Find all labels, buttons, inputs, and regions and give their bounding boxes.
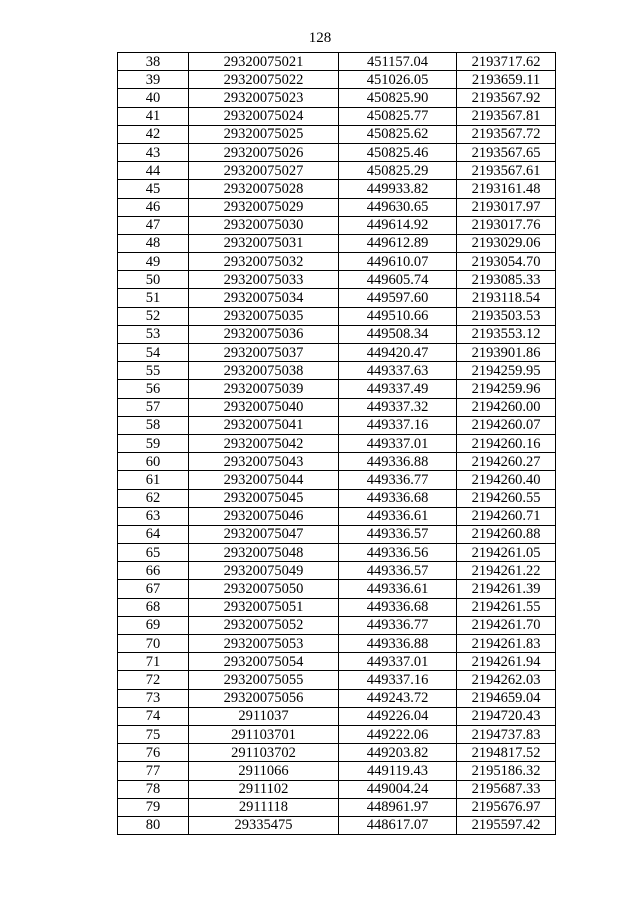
point-id-cell: 29320075052 [189, 616, 339, 634]
x-coordinate-cell: 449336.88 [339, 635, 457, 653]
point-id-cell: 291103701 [189, 725, 339, 743]
table-row [118, 143, 556, 161]
x-coordinate-cell: 449337.01 [339, 653, 457, 671]
row-index-cell: 60 [118, 453, 189, 471]
x-coordinate-cell: 448961.97 [339, 798, 457, 816]
x-coordinate-cell: 450825.77 [339, 107, 457, 125]
y-coordinate-cell: 2193717.62 [457, 53, 556, 71]
y-coordinate-cell: 2193567.61 [457, 162, 556, 180]
row-index-cell: 51 [118, 289, 189, 307]
row-index-cell: 54 [118, 344, 189, 362]
table-row [118, 580, 556, 598]
x-coordinate-cell: 450825.62 [339, 125, 457, 143]
table-row [118, 71, 556, 89]
x-coordinate-cell: 449004.24 [339, 780, 457, 798]
row-index-cell: 76 [118, 744, 189, 762]
table-row [118, 453, 556, 471]
x-coordinate-cell: 449612.89 [339, 234, 457, 252]
x-coordinate-cell: 449203.82 [339, 744, 457, 762]
x-coordinate-cell: 449336.77 [339, 471, 457, 489]
row-index-cell: 70 [118, 635, 189, 653]
y-coordinate-cell: 2194262.03 [457, 671, 556, 689]
table-row [118, 780, 556, 798]
row-index-cell: 38 [118, 53, 189, 71]
table-row [118, 671, 556, 689]
row-index-cell: 55 [118, 362, 189, 380]
row-index-cell: 74 [118, 707, 189, 725]
y-coordinate-cell: 2194261.70 [457, 616, 556, 634]
x-coordinate-cell: 451026.05 [339, 71, 457, 89]
row-index-cell: 43 [118, 143, 189, 161]
x-coordinate-cell: 449337.01 [339, 434, 457, 452]
x-coordinate-cell: 449610.07 [339, 253, 457, 271]
y-coordinate-cell: 2193118.54 [457, 289, 556, 307]
point-id-cell: 2911118 [189, 798, 339, 816]
point-id-cell: 29320075056 [189, 689, 339, 707]
table-row [118, 798, 556, 816]
table-row [118, 107, 556, 125]
table-row [118, 416, 556, 434]
y-coordinate-cell: 2194659.04 [457, 689, 556, 707]
y-coordinate-cell: 2195676.97 [457, 798, 556, 816]
y-coordinate-cell: 2194260.16 [457, 434, 556, 452]
table-row [118, 689, 556, 707]
row-index-cell: 40 [118, 89, 189, 107]
y-coordinate-cell: 2194259.95 [457, 362, 556, 380]
point-id-cell: 29320075034 [189, 289, 339, 307]
point-id-cell: 29320075047 [189, 525, 339, 543]
table-row [118, 53, 556, 71]
point-id-cell: 29320075027 [189, 162, 339, 180]
point-id-cell: 29320075055 [189, 671, 339, 689]
point-id-cell: 29320075054 [189, 653, 339, 671]
point-id-cell: 29320075043 [189, 453, 339, 471]
table-row [118, 762, 556, 780]
y-coordinate-cell: 2193553.12 [457, 325, 556, 343]
table-row [118, 489, 556, 507]
table-row [118, 635, 556, 653]
x-coordinate-cell: 449510.66 [339, 307, 457, 325]
row-index-cell: 44 [118, 162, 189, 180]
table-row [118, 616, 556, 634]
table-row [118, 253, 556, 271]
x-coordinate-cell: 449336.57 [339, 525, 457, 543]
table-body [118, 53, 556, 835]
row-index-cell: 59 [118, 434, 189, 452]
x-coordinate-cell: 449243.72 [339, 689, 457, 707]
table-row [118, 362, 556, 380]
row-index-cell: 39 [118, 71, 189, 89]
x-coordinate-cell: 449597.60 [339, 289, 457, 307]
row-index-cell: 77 [118, 762, 189, 780]
table-row [118, 544, 556, 562]
point-id-cell: 29320075051 [189, 598, 339, 616]
y-coordinate-cell: 2193503.53 [457, 307, 556, 325]
y-coordinate-cell: 2195186.32 [457, 762, 556, 780]
table-row [118, 216, 556, 234]
x-coordinate-cell: 449614.92 [339, 216, 457, 234]
x-coordinate-cell: 449336.77 [339, 616, 457, 634]
table-row [118, 398, 556, 416]
point-id-cell: 29320075031 [189, 234, 339, 252]
y-coordinate-cell: 2193161.48 [457, 180, 556, 198]
point-id-cell: 2911066 [189, 762, 339, 780]
y-coordinate-cell: 2193029.06 [457, 234, 556, 252]
row-index-cell: 42 [118, 125, 189, 143]
table-row [118, 344, 556, 362]
table-row [118, 125, 556, 143]
x-coordinate-cell: 449336.57 [339, 562, 457, 580]
x-coordinate-cell: 449605.74 [339, 271, 457, 289]
point-id-cell: 2911037 [189, 707, 339, 725]
point-id-cell: 29320075036 [189, 325, 339, 343]
y-coordinate-cell: 2193901.86 [457, 344, 556, 362]
point-id-cell: 29320075028 [189, 180, 339, 198]
table-row [118, 525, 556, 543]
table-row [118, 744, 556, 762]
row-index-cell: 62 [118, 489, 189, 507]
table-row [118, 307, 556, 325]
table-row [118, 198, 556, 216]
y-coordinate-cell: 2193567.92 [457, 89, 556, 107]
point-id-cell: 29320075032 [189, 253, 339, 271]
table-row [118, 380, 556, 398]
x-coordinate-cell: 449222.06 [339, 725, 457, 743]
point-id-cell: 29320075044 [189, 471, 339, 489]
point-id-cell: 29320075023 [189, 89, 339, 107]
point-id-cell: 29320075048 [189, 544, 339, 562]
y-coordinate-cell: 2194720.43 [457, 707, 556, 725]
row-index-cell: 65 [118, 544, 189, 562]
row-index-cell: 56 [118, 380, 189, 398]
y-coordinate-cell: 2194260.00 [457, 398, 556, 416]
coordinates-table [117, 52, 556, 835]
x-coordinate-cell: 451157.04 [339, 53, 457, 71]
point-id-cell: 29320075021 [189, 53, 339, 71]
row-index-cell: 67 [118, 580, 189, 598]
point-id-cell: 29320075026 [189, 143, 339, 161]
x-coordinate-cell: 449119.43 [339, 762, 457, 780]
point-id-cell: 29320075022 [189, 71, 339, 89]
y-coordinate-cell: 2193567.65 [457, 143, 556, 161]
row-index-cell: 73 [118, 689, 189, 707]
y-coordinate-cell: 2194261.05 [457, 544, 556, 562]
row-index-cell: 50 [118, 271, 189, 289]
x-coordinate-cell: 450825.90 [339, 89, 457, 107]
x-coordinate-cell: 449933.82 [339, 180, 457, 198]
x-coordinate-cell: 450825.29 [339, 162, 457, 180]
table-row [118, 271, 556, 289]
point-id-cell: 29320075030 [189, 216, 339, 234]
point-id-cell: 2911102 [189, 780, 339, 798]
x-coordinate-cell: 449508.34 [339, 325, 457, 343]
x-coordinate-cell: 449336.56 [339, 544, 457, 562]
row-index-cell: 64 [118, 525, 189, 543]
table-row [118, 471, 556, 489]
x-coordinate-cell: 449337.32 [339, 398, 457, 416]
y-coordinate-cell: 2194260.40 [457, 471, 556, 489]
row-index-cell: 68 [118, 598, 189, 616]
row-index-cell: 41 [118, 107, 189, 125]
y-coordinate-cell: 2193085.33 [457, 271, 556, 289]
y-coordinate-cell: 2194260.27 [457, 453, 556, 471]
y-coordinate-cell: 2193567.81 [457, 107, 556, 125]
x-coordinate-cell: 449337.16 [339, 671, 457, 689]
table-row [118, 707, 556, 725]
x-coordinate-cell: 449336.68 [339, 489, 457, 507]
row-index-cell: 72 [118, 671, 189, 689]
y-coordinate-cell: 2194261.55 [457, 598, 556, 616]
x-coordinate-cell: 449226.04 [339, 707, 457, 725]
row-index-cell: 48 [118, 234, 189, 252]
page-number: 128 [308, 30, 332, 46]
table-row [118, 725, 556, 743]
y-coordinate-cell: 2194817.52 [457, 744, 556, 762]
point-id-cell: 29320075049 [189, 562, 339, 580]
row-index-cell: 63 [118, 507, 189, 525]
point-id-cell: 29320075046 [189, 507, 339, 525]
row-index-cell: 71 [118, 653, 189, 671]
table-row [118, 598, 556, 616]
table-row [118, 325, 556, 343]
point-id-cell: 29335475 [189, 816, 339, 834]
table-row [118, 562, 556, 580]
row-index-cell: 61 [118, 471, 189, 489]
x-coordinate-cell: 449420.47 [339, 344, 457, 362]
x-coordinate-cell: 449337.16 [339, 416, 457, 434]
row-index-cell: 57 [118, 398, 189, 416]
point-id-cell: 29320075053 [189, 635, 339, 653]
y-coordinate-cell: 2194261.94 [457, 653, 556, 671]
x-coordinate-cell: 449336.88 [339, 453, 457, 471]
row-index-cell: 49 [118, 253, 189, 271]
x-coordinate-cell: 448617.07 [339, 816, 457, 834]
y-coordinate-cell: 2195597.42 [457, 816, 556, 834]
y-coordinate-cell: 2194260.88 [457, 525, 556, 543]
point-id-cell: 291103702 [189, 744, 339, 762]
table-row [118, 162, 556, 180]
point-id-cell: 29320075025 [189, 125, 339, 143]
y-coordinate-cell: 2194261.39 [457, 580, 556, 598]
point-id-cell: 29320075041 [189, 416, 339, 434]
row-index-cell: 79 [118, 798, 189, 816]
y-coordinate-cell: 2193017.97 [457, 198, 556, 216]
x-coordinate-cell: 450825.46 [339, 143, 457, 161]
y-coordinate-cell: 2194260.07 [457, 416, 556, 434]
table-row [118, 289, 556, 307]
x-coordinate-cell: 449337.49 [339, 380, 457, 398]
row-index-cell: 66 [118, 562, 189, 580]
row-index-cell: 46 [118, 198, 189, 216]
y-coordinate-cell: 2194261.22 [457, 562, 556, 580]
y-coordinate-cell: 2194261.83 [457, 635, 556, 653]
point-id-cell: 29320075040 [189, 398, 339, 416]
y-coordinate-cell: 2193017.76 [457, 216, 556, 234]
point-id-cell: 29320075033 [189, 271, 339, 289]
y-coordinate-cell: 2194260.55 [457, 489, 556, 507]
point-id-cell: 29320075037 [189, 344, 339, 362]
point-id-cell: 29320075050 [189, 580, 339, 598]
y-coordinate-cell: 2193054.70 [457, 253, 556, 271]
x-coordinate-cell: 449336.61 [339, 507, 457, 525]
table-row [118, 180, 556, 198]
x-coordinate-cell: 449336.61 [339, 580, 457, 598]
point-id-cell: 29320075042 [189, 434, 339, 452]
point-id-cell: 29320075038 [189, 362, 339, 380]
row-index-cell: 80 [118, 816, 189, 834]
point-id-cell: 29320075039 [189, 380, 339, 398]
y-coordinate-cell: 2194259.96 [457, 380, 556, 398]
point-id-cell: 29320075035 [189, 307, 339, 325]
row-index-cell: 58 [118, 416, 189, 434]
y-coordinate-cell: 2195687.33 [457, 780, 556, 798]
y-coordinate-cell: 2193659.11 [457, 71, 556, 89]
y-coordinate-cell: 2194737.83 [457, 725, 556, 743]
table-row [118, 653, 556, 671]
table-row [118, 89, 556, 107]
row-index-cell: 52 [118, 307, 189, 325]
point-id-cell: 29320075045 [189, 489, 339, 507]
x-coordinate-cell: 449630.65 [339, 198, 457, 216]
row-index-cell: 47 [118, 216, 189, 234]
table-row [118, 234, 556, 252]
x-coordinate-cell: 449337.63 [339, 362, 457, 380]
row-index-cell: 75 [118, 725, 189, 743]
x-coordinate-cell: 449336.68 [339, 598, 457, 616]
row-index-cell: 69 [118, 616, 189, 634]
table-row [118, 816, 556, 834]
row-index-cell: 78 [118, 780, 189, 798]
point-id-cell: 29320075024 [189, 107, 339, 125]
point-id-cell: 29320075029 [189, 198, 339, 216]
y-coordinate-cell: 2193567.72 [457, 125, 556, 143]
table-row [118, 507, 556, 525]
row-index-cell: 53 [118, 325, 189, 343]
y-coordinate-cell: 2194260.71 [457, 507, 556, 525]
table-row [118, 434, 556, 452]
row-index-cell: 45 [118, 180, 189, 198]
